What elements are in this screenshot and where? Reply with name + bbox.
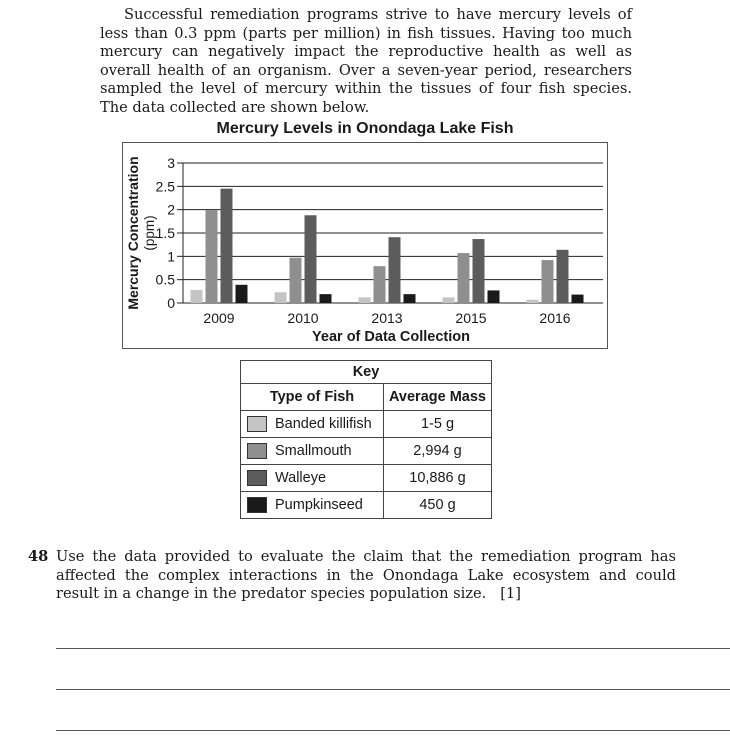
bar-walleye-2016: [557, 250, 569, 303]
question-text: Use the data provided to evaluate the claim that the remediation program has affected the complex interactions in the Onondaga Lake ecosystem and could result in a change in the predator species population size.: [56, 548, 676, 603]
bar-smallmouth-2009: [206, 210, 218, 303]
y-tick-label: 0.5: [155, 271, 175, 288]
x-tick-label: 2009: [203, 310, 235, 326]
key-header-mass: Average Mass: [384, 384, 492, 411]
key-row: [241, 411, 492, 438]
x-tick-label: 2013: [371, 310, 403, 326]
x-tick-label: 2010: [287, 310, 319, 326]
bar-walleye-2009: [221, 189, 233, 303]
y-tick-label: 2.5: [155, 178, 175, 195]
key-fish-mass: 10,886 g: [384, 465, 492, 492]
key-row: [241, 492, 492, 519]
key-header-type: Type of Fish: [241, 384, 384, 411]
y-tick-label: 0: [167, 295, 175, 311]
bar-banded-killifish-2013: [359, 297, 371, 303]
bar-banded-killifish-2009: [191, 290, 203, 303]
bar-pumpkinseed-2013: [404, 294, 416, 303]
bar-banded-killifish-2015: [443, 297, 455, 303]
key-fish-name: Walleye: [275, 470, 327, 486]
bar-smallmouth-2010: [290, 258, 302, 303]
bar-smallmouth-2015: [458, 253, 470, 303]
bar-banded-killifish-2016: [527, 300, 539, 303]
chart-title: Mercury Levels in Onondaga Lake Fish: [216, 120, 514, 137]
x-tick-label: 2016: [539, 310, 571, 326]
intro-paragraph: Successful remediation programs strive to have mercury levels of less than 0.3 ppm (parts per million) in fish tissues. Having too much mercury can negatively impact the reproductive health as well as overall health of an organism. Over a seven-year period, researchers sampled the level of mercury within the tissues of four fish species. The data collected are shown below.: [100, 6, 632, 116]
answer-line-2[interactable]: [56, 689, 730, 690]
bar-walleye-2013: [389, 237, 401, 303]
key-fish-name: Banded killifish: [275, 416, 372, 432]
key-title: Key: [241, 361, 492, 384]
key-fish-mass: 1-5 g: [384, 411, 492, 438]
key-fish-mass: 2,994 g: [384, 438, 492, 465]
y-axis-label: Mercury Concentration: [125, 156, 141, 310]
key-fish-name: Smallmouth: [275, 443, 352, 459]
x-tick-label: 2015: [455, 310, 487, 326]
bar-walleye-2010: [305, 215, 317, 303]
bar-smallmouth-2016: [542, 260, 554, 303]
bar-pumpkinseed-2010: [320, 294, 332, 303]
bar-smallmouth-2013: [374, 266, 386, 303]
bar-chart: [122, 142, 608, 349]
y-axis-unit: (ppm): [142, 215, 157, 251]
y-tick-label: 1.5: [155, 225, 175, 241]
question-48: [28, 548, 676, 604]
key-row: [241, 465, 492, 492]
y-tick-label: 1: [167, 248, 175, 265]
y-tick-label: 2: [167, 201, 175, 218]
key-fish-mass: 450 g: [384, 492, 492, 519]
x-axis-label: Year of Data Collection: [312, 329, 470, 345]
answer-line-1[interactable]: [56, 648, 730, 649]
answer-line-3[interactable]: [56, 730, 730, 731]
chart-svg: [123, 143, 607, 348]
bar-pumpkinseed-2009: [236, 285, 248, 303]
bar-walleye-2015: [473, 239, 485, 303]
swatch-smallmouth: [247, 443, 267, 459]
key-row: [241, 438, 492, 465]
bar-pumpkinseed-2015: [488, 290, 500, 303]
swatch-pumpkinseed: [247, 497, 267, 513]
bar-pumpkinseed-2016: [572, 295, 584, 303]
key-fish-name: Pumpkinseed: [275, 497, 363, 513]
question-points: [1]: [500, 585, 521, 603]
bar-banded-killifish-2010: [275, 292, 287, 303]
swatch-banded-killifish: [247, 416, 267, 432]
swatch-walleye: [247, 470, 267, 486]
question-number: 48: [28, 548, 49, 565]
key-table: [240, 360, 492, 519]
y-tick-label: 3: [167, 155, 175, 171]
